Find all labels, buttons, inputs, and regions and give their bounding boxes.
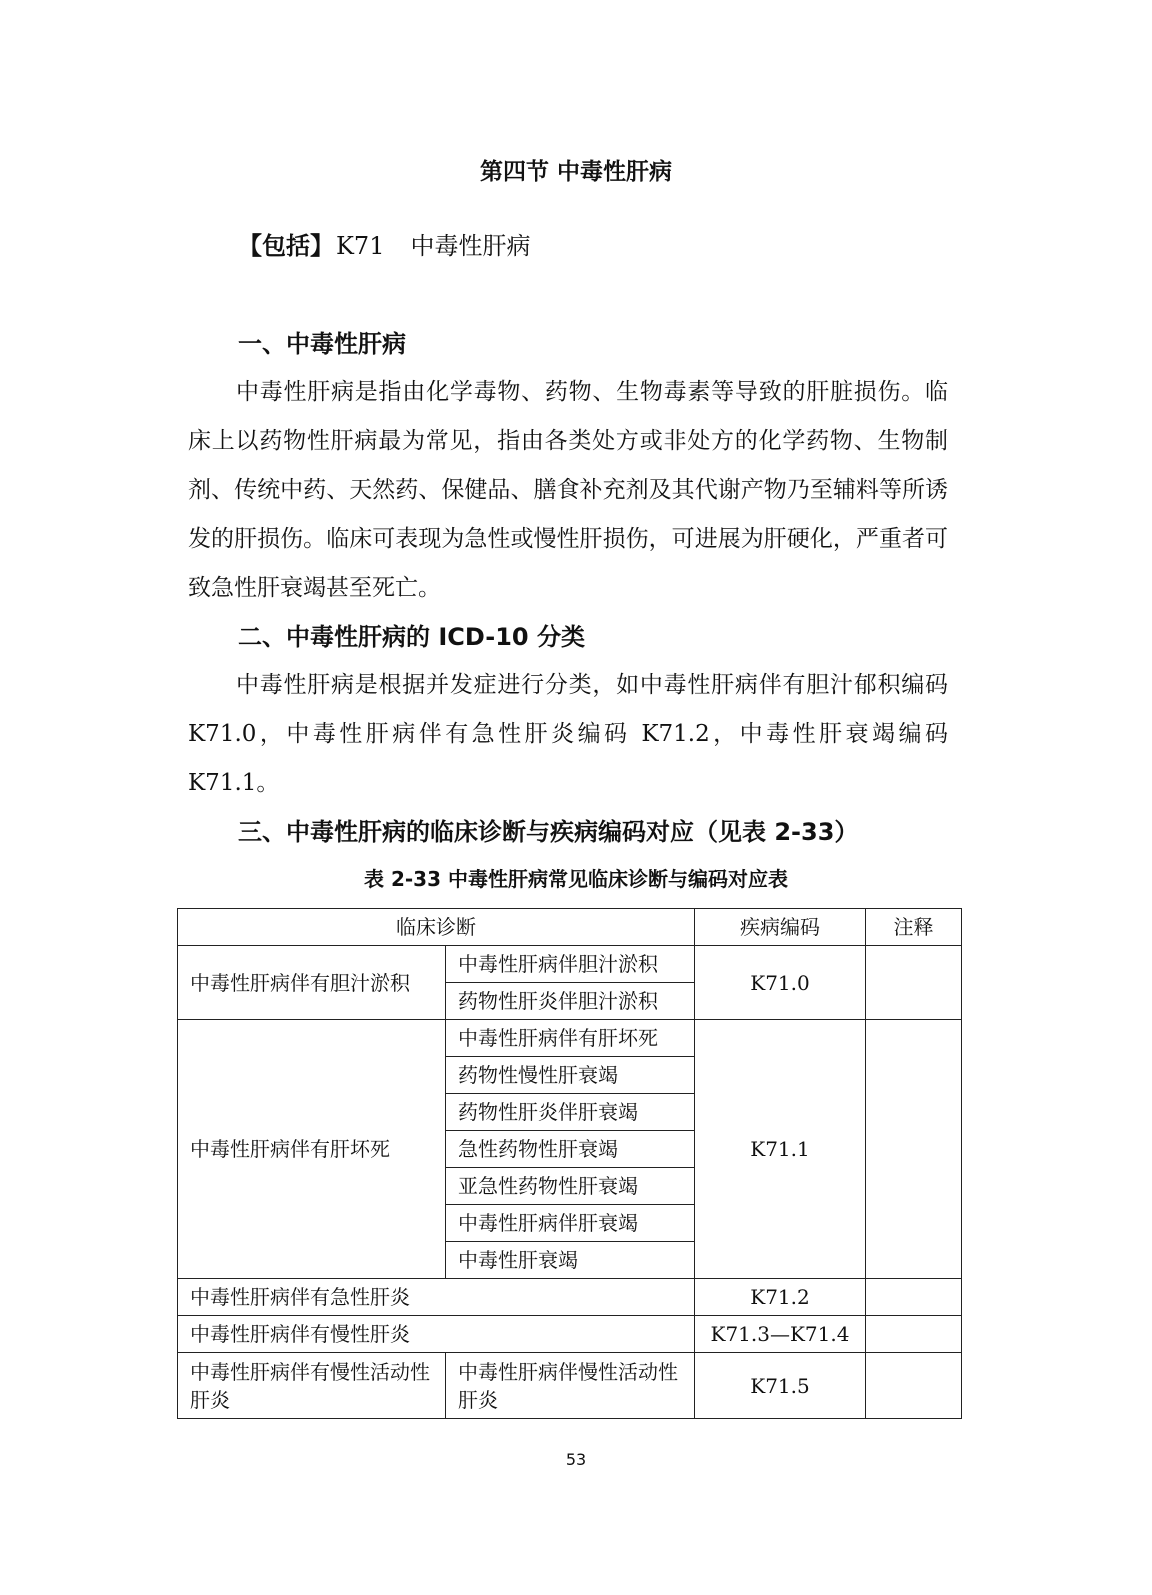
sub-diagnosis-cell: 急性药物性肝衰竭 — [446, 1131, 695, 1168]
sub-diagnosis-cell: 中毒性肝病伴有肝坏死 — [446, 1020, 695, 1057]
code-cell: K71.5 — [695, 1353, 866, 1419]
code-cell: K71.1 — [695, 1020, 866, 1279]
sub-diagnosis-cell: 中毒性肝衰竭 — [446, 1242, 695, 1279]
note-cell — [866, 1316, 962, 1353]
diagnosis-code-table — [177, 908, 962, 1419]
header-code: 疾病编码 — [695, 909, 866, 946]
sub-diagnosis-cell: 亚急性药物性肝衰竭 — [446, 1168, 695, 1205]
sub-diagnosis-cell: 中毒性肝病伴胆汁淤积 — [446, 946, 695, 983]
table-row — [178, 1020, 962, 1057]
section-title: 第四节 中毒性肝病 — [479, 159, 672, 185]
note-cell — [866, 1353, 962, 1419]
code-cell: K71.3—K71.4 — [695, 1316, 866, 1353]
diagnosis-cell: 中毒性肝病伴有急性肝炎 — [178, 1279, 695, 1316]
diagnosis-cell: 中毒性肝病伴有慢性活动性肝炎 — [178, 1353, 446, 1419]
sub-diagnosis-cell: 药物性肝炎伴胆汁淤积 — [446, 983, 695, 1020]
table-row — [178, 946, 962, 983]
paragraph-2: 中毒性肝病是根据并发症进行分类，如中毒性肝病伴有胆汁郁积编码 K71.0，中毒性肝病伴有急性肝炎编码 K71.2，中毒性肝衰竭编码 K71.1。 — [188, 672, 948, 796]
include-line — [238, 228, 530, 264]
table-header-row — [178, 909, 962, 946]
table-caption: 表 2-33 中毒性肝病常见临床诊断与编码对应表 — [364, 867, 788, 891]
include-label: 【包括】 — [238, 232, 334, 260]
paragraph-1: 中毒性肝病是指由化学毒物、药物、生物毒素等导致的肝脏损伤。临床上以药物性肝病最为常见，指由各类处方或非处方的化学药物、生物制剂、传统中药、天然药、保健品、膳食补充剂及其代谢产物乃至辅料等所诱发的肝损伤。临床可表现为急性或慢性肝损伤，可进展为肝硬化，严重者可致急性肝衰竭甚至死亡。 — [188, 379, 948, 601]
sub-diagnosis-cell: 中毒性肝病伴肝衰竭 — [446, 1205, 695, 1242]
note-cell — [866, 1279, 962, 1316]
code-cell: K71.2 — [695, 1279, 866, 1316]
header-diagnosis: 临床诊断 — [178, 909, 695, 946]
table-row — [178, 1353, 962, 1419]
page-number: 53 — [565, 1450, 587, 1469]
sub-diagnosis-cell: 药物性肝炎伴肝衰竭 — [446, 1094, 695, 1131]
header-note: 注释 — [866, 909, 962, 946]
table-row — [178, 1316, 962, 1353]
heading-3: 三、中毒性肝病的临床诊断与疾病编码对应（见表 2-33） — [238, 818, 859, 846]
note-cell — [866, 946, 962, 1020]
code-cell: K71.0 — [695, 946, 866, 1020]
heading-1: 一、中毒性肝病 — [238, 330, 406, 358]
diagnosis-cell: 中毒性肝病伴有慢性肝炎 — [178, 1316, 695, 1353]
diagnosis-cell: 中毒性肝病伴有胆汁淤积 — [178, 946, 446, 1020]
sub-diagnosis-cell: 药物性慢性肝衰竭 — [446, 1057, 695, 1094]
sub-diagnosis-cell: 中毒性肝病伴慢性活动性肝炎 — [446, 1353, 695, 1419]
include-name: 中毒性肝病 — [410, 232, 531, 260]
include-code: K71 — [336, 232, 385, 260]
note-cell — [866, 1020, 962, 1279]
table-row — [178, 1279, 962, 1316]
heading-2: 二、中毒性肝病的 ICD-10 分类 — [238, 623, 585, 651]
diagnosis-cell: 中毒性肝病伴有肝坏死 — [178, 1020, 446, 1279]
